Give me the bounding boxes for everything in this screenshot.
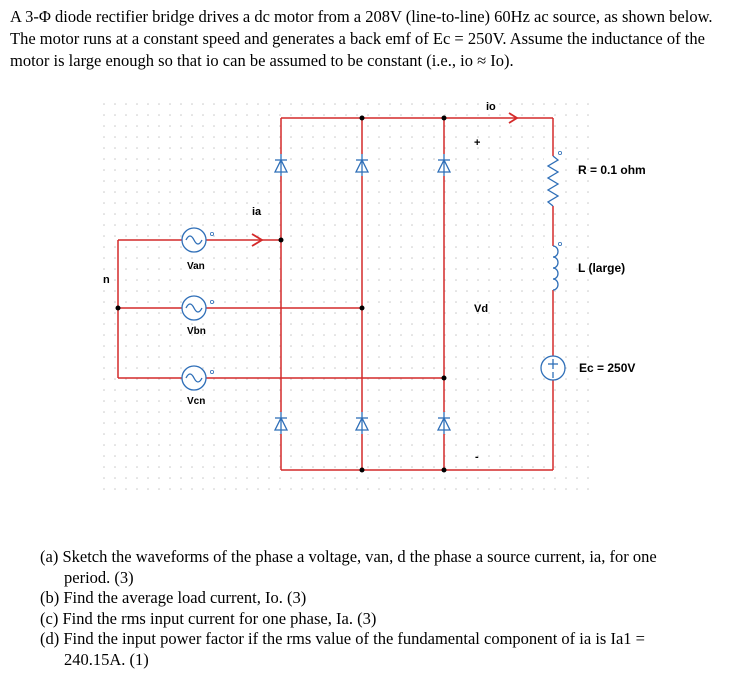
label-vcn: Vcn xyxy=(187,396,206,407)
label-minus: - xyxy=(475,451,479,463)
diode-d4 xyxy=(273,412,289,434)
rectifier-circuit-diagram xyxy=(0,90,743,520)
label-n: n xyxy=(103,274,110,286)
question-a: (a) Sketch the waveforms of the phase a voltage, van, d the phase a source current, ia, for one period. (3) xyxy=(40,547,657,587)
label-van: Van xyxy=(187,261,205,272)
question-c: (c) Find the rms input current for one phase, Ia. (3) xyxy=(40,608,377,628)
label-vd: Vd xyxy=(474,303,489,315)
resistor-r xyxy=(544,151,562,206)
diode-d6 xyxy=(354,412,370,434)
label-l: L (large) xyxy=(578,261,626,275)
label-ec: Ec = 250V xyxy=(579,361,636,375)
question-b: (b) Find the average load current, Io. (3) xyxy=(40,588,307,607)
label-plus: + xyxy=(474,137,481,149)
label-r: R = 0.1 ohm xyxy=(578,163,646,177)
grid-background xyxy=(100,100,590,495)
diode-d2 xyxy=(436,412,452,434)
question-list xyxy=(40,547,705,670)
label-vbn: Vbn xyxy=(187,326,206,337)
question-d: (d) Find the input power factor if the rms value of the fundamental component of ia is Ia1 = 240.15A. (1) xyxy=(40,629,645,669)
problem-statement xyxy=(10,6,734,72)
diode-d1 xyxy=(273,154,289,176)
label-ia: ia xyxy=(252,206,262,218)
inductor-l xyxy=(544,242,562,290)
problem-text: A 3-Φ diode rectifier bridge drives a dc motor from a 208V (line-to-line) 60Hz ac source, as shown below. The motor runs at a constant speed and generates a back emf of Ec = 250V. Assume the inductance of the motor is large enough so that io can be assumed to be constant (i.e., io ≈ Io). xyxy=(10,7,713,70)
diode-d3 xyxy=(354,154,370,176)
label-io: io xyxy=(486,101,496,113)
diode-d5 xyxy=(436,154,452,176)
dc-source-ec xyxy=(541,356,565,380)
